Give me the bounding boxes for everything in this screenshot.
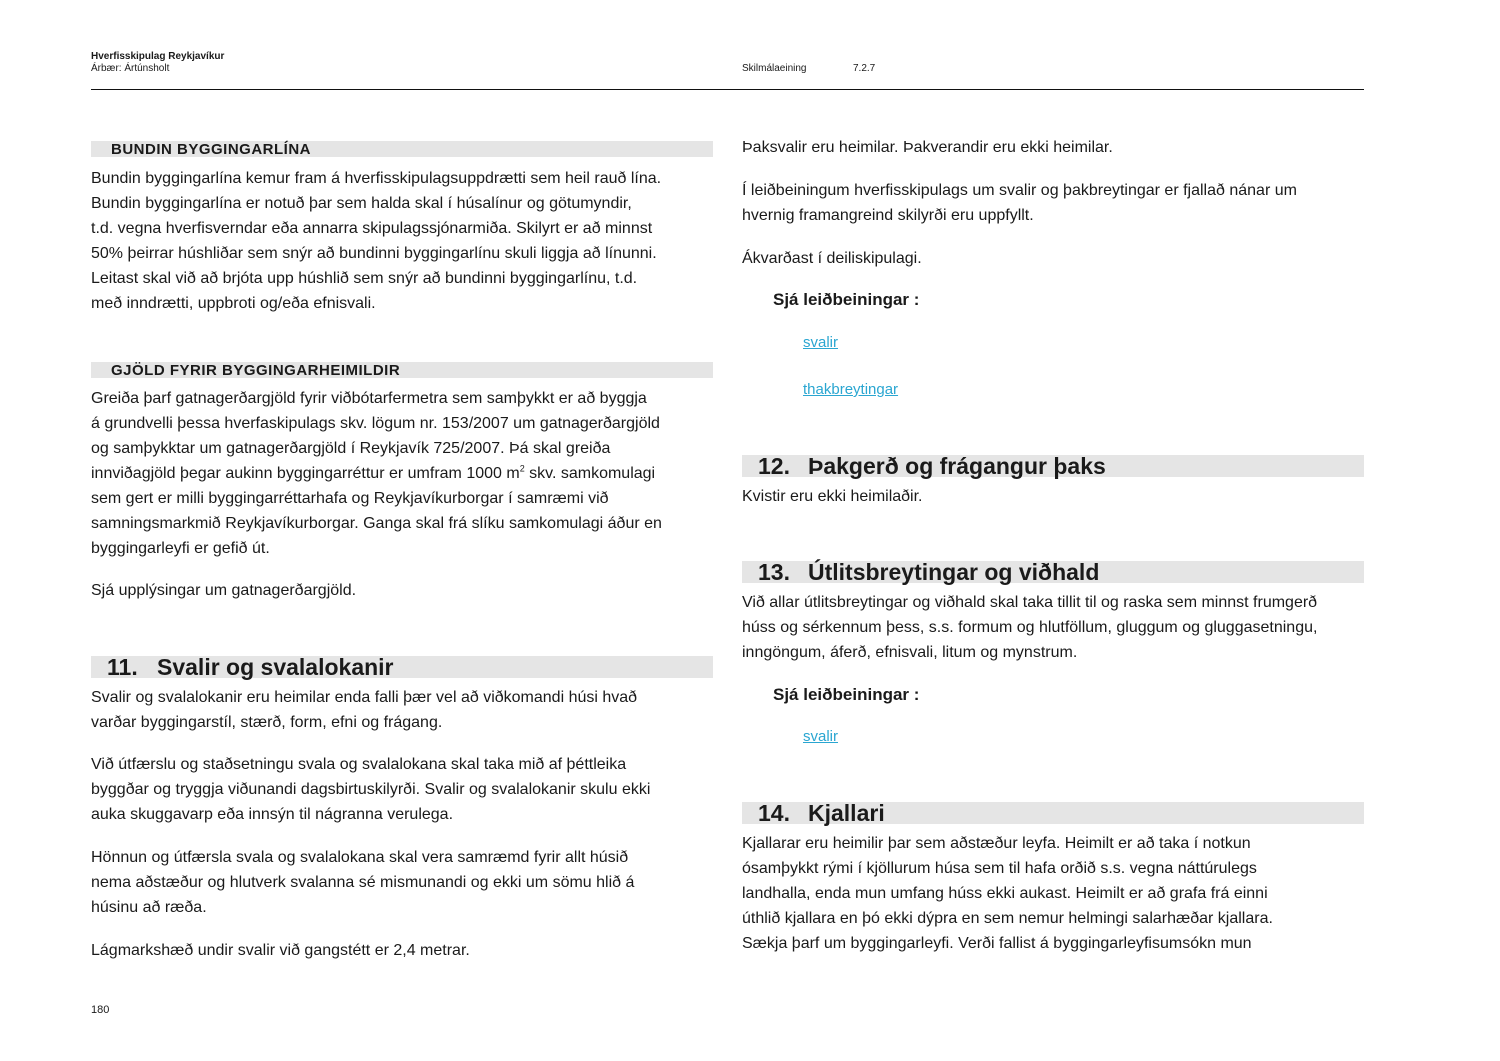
heading-gjold	[91, 362, 713, 378]
text-line: Hönnun og útfærsla svala og svalalokana skal vera samræmd fyrir allt húsið	[91, 849, 629, 866]
page-number: 180	[91, 1004, 110, 1016]
link-svalir[interactable]: svalir	[803, 334, 839, 351]
text-line: Bundin byggingarlína kemur fram á hverfisskipulagsuppdrætti sem heil rauð lína.	[91, 170, 662, 187]
text-line: Við útfærslu og staðsetningu svala og svalalokana skal taka mið af þéttleika	[91, 756, 627, 773]
section-title: Þakgerð og frágangur þaks	[808, 453, 1106, 479]
text-line: innviðagjöld þegar aukinn byggingarréttur er umfram 1000 m	[91, 465, 520, 482]
text-line: Við allar útlitsbreytingar og viðhald skal taka tillit til og raska sem minnst frumgerð	[742, 594, 1318, 611]
text-line: og samþykktar um gatnagerðargjöld í Reykjavík 725/2007. Þá skal greiða	[91, 440, 611, 457]
see-guidelines-label: Sjá leiðbeiningar :	[773, 290, 920, 309]
text-line: Þaksvalir eru heimilar. Þakverandir eru ekki heimilar.	[742, 139, 1113, 156]
unit-number: 7.2.7	[853, 63, 876, 74]
paragraph-bundin	[91, 166, 713, 316]
text-line: úthlið kjallara en þó ekki dýpra en sem nemur helmingi salarhæðar kjallara.	[742, 910, 1273, 927]
section-title: Svalir og svalalokanir	[157, 654, 394, 680]
section-number: 13.	[758, 559, 790, 585]
text-line: Í leiðbeiningum hverfisskipulags um svalir og þakbreytingar er fjallað nánar um	[742, 182, 1297, 199]
text-line: ósamþykkt rými í kjöllurum húsa sem til hafa orðið s.s. vegna náttúrulegs	[742, 860, 1257, 877]
text-line: Sækja þarf um byggingarleyfi. Verði fallist á byggingarleyfisumsókn mun	[742, 935, 1252, 952]
text-line: hvernig framangreind skilyrði eru uppfyllt.	[742, 207, 1034, 224]
text-line: inngöngum, áferð, efnisvali, litum og mynstrum.	[742, 644, 1078, 661]
document-title: Hverfisskipulag Reykjavíkur	[91, 51, 225, 62]
text-line: Bundin byggingarlína er notuð þar sem halda skal í húsalínur og götumyndir,	[91, 195, 632, 212]
heading-text: BUNDIN BYGGINGARLÍNA	[111, 141, 311, 158]
text-line: Greiða þarf gatnagerðargjöld fyrir viðbótarfermetra sem samþykkt er að byggja	[91, 390, 647, 407]
text-line: Kvistir eru ekki heimilaðir.	[742, 488, 923, 505]
text-line: byggingarleyfi er gefið út.	[91, 540, 270, 557]
paragraph-12-1	[742, 484, 1364, 509]
text-line: húss og sérkennum þess, s.s. formum og hlutföllum, gluggum og gluggasetningu,	[742, 619, 1318, 636]
paragraph-thaksvalir	[742, 135, 1364, 160]
heading-bundin-byggingarlina	[91, 141, 713, 157]
text-line: landhalla, enda mun umfang húss ekki aukast. Heimilt er að grafa frá einni	[742, 885, 1268, 902]
paragraph-13-1	[742, 590, 1364, 665]
text-line: Svalir og svalalokanir eru heimilar enda falli þær vel að viðkomandi húsi hvað	[91, 689, 638, 706]
text-line: Lágmarkshæð undir svalir við gangstétt er 2,4 metrar.	[91, 942, 470, 959]
paragraph-leidbeiningar	[742, 178, 1364, 228]
paragraph-gjold-info	[91, 578, 713, 603]
text-line: byggðar og tryggja viðunandi dagsbirtuskilyrði. Svalir og svalalokanir skulu ekki	[91, 781, 651, 798]
section-number: 11.	[107, 654, 138, 680]
text-line: sem gert er milli byggingarréttarhafa og Reykjavíkurborgar í samræmi við	[91, 490, 609, 507]
text-line: auka skuggavarp eða innsýn til nágranna verulega.	[91, 806, 454, 823]
running-header-right	[742, 63, 876, 74]
text-line: Leitast skal við að brjóta upp húshlið sem snýr að bundinni byggingarlínu, t.d.	[91, 270, 638, 287]
text-line: 50% þeirrar húshliðar sem snýr að bundinni byggingarlínu skuli liggja að línunni.	[91, 245, 657, 262]
text-line: Ákvarðast í deiliskipulagi.	[742, 250, 922, 267]
text-line: skv. samkomulagi	[524, 465, 656, 482]
paragraph-11-3	[91, 845, 713, 920]
heading-text: GJÖLD FYRIR BYGGINGARHEIMILDIR	[111, 362, 401, 379]
header-divider	[91, 89, 1364, 90]
heading-section-13	[742, 561, 1364, 583]
text-line: með inndrætti, uppbroti og/eða efnisvali.	[91, 295, 376, 312]
text-line: húsinu að ræða.	[91, 899, 207, 916]
text-line: t.d. vegna hverfisverndar eða annarra skipulagssjónarmiða. Skilyrt er að minnst	[91, 220, 653, 237]
paragraph-11-4	[91, 938, 713, 963]
link-thakbreytingar[interactable]: thakbreytingar	[803, 381, 899, 398]
heading-section-11	[91, 656, 713, 678]
running-header-left	[91, 51, 224, 75]
document-subtitle: Árbær: Ártúnsholt	[91, 63, 170, 74]
section-number: 12.	[758, 453, 790, 479]
paragraph-gjold	[91, 386, 713, 561]
paragraph-11-2	[91, 752, 713, 827]
text-line: samningsmarkmið Reykjavíkurborgar. Ganga skal frá slíku samkomulagi áður en	[91, 515, 662, 532]
text-line: Sjá upplýsingar um gatnagerðargjöld.	[91, 582, 357, 599]
section-title: Útlitsbreytingar og viðhald	[808, 559, 1100, 585]
paragraph-deiliskipulag	[742, 246, 1364, 271]
link-svalir[interactable]: svalir	[803, 728, 839, 745]
paragraph-14-1	[742, 831, 1364, 956]
heading-section-12	[742, 455, 1364, 477]
text-line: Kjallarar eru heimilir þar sem aðstæður leyfa. Heimilt er að taka í notkun	[742, 835, 1251, 852]
text-line: nema aðstæður og hlutverk svalanna sé mismunandi og ekki um sömu hlið á	[91, 874, 635, 891]
see-guidelines-label: Sjá leiðbeiningar :	[773, 685, 920, 704]
text-line: á grundvelli þessa hverfaskipulags skv. lögum nr. 153/2007 um gatnagerðargjöld	[91, 415, 660, 432]
paragraph-11-1	[91, 685, 713, 735]
superscript: 2	[519, 463, 525, 474]
section-title: Kjallari	[808, 800, 885, 826]
heading-section-14	[742, 802, 1364, 824]
section-number: 14.	[758, 800, 790, 826]
unit-label: Skilmálaeining	[742, 63, 807, 74]
text-line: varðar byggingarstíl, stærð, form, efni og frágang.	[91, 714, 443, 731]
